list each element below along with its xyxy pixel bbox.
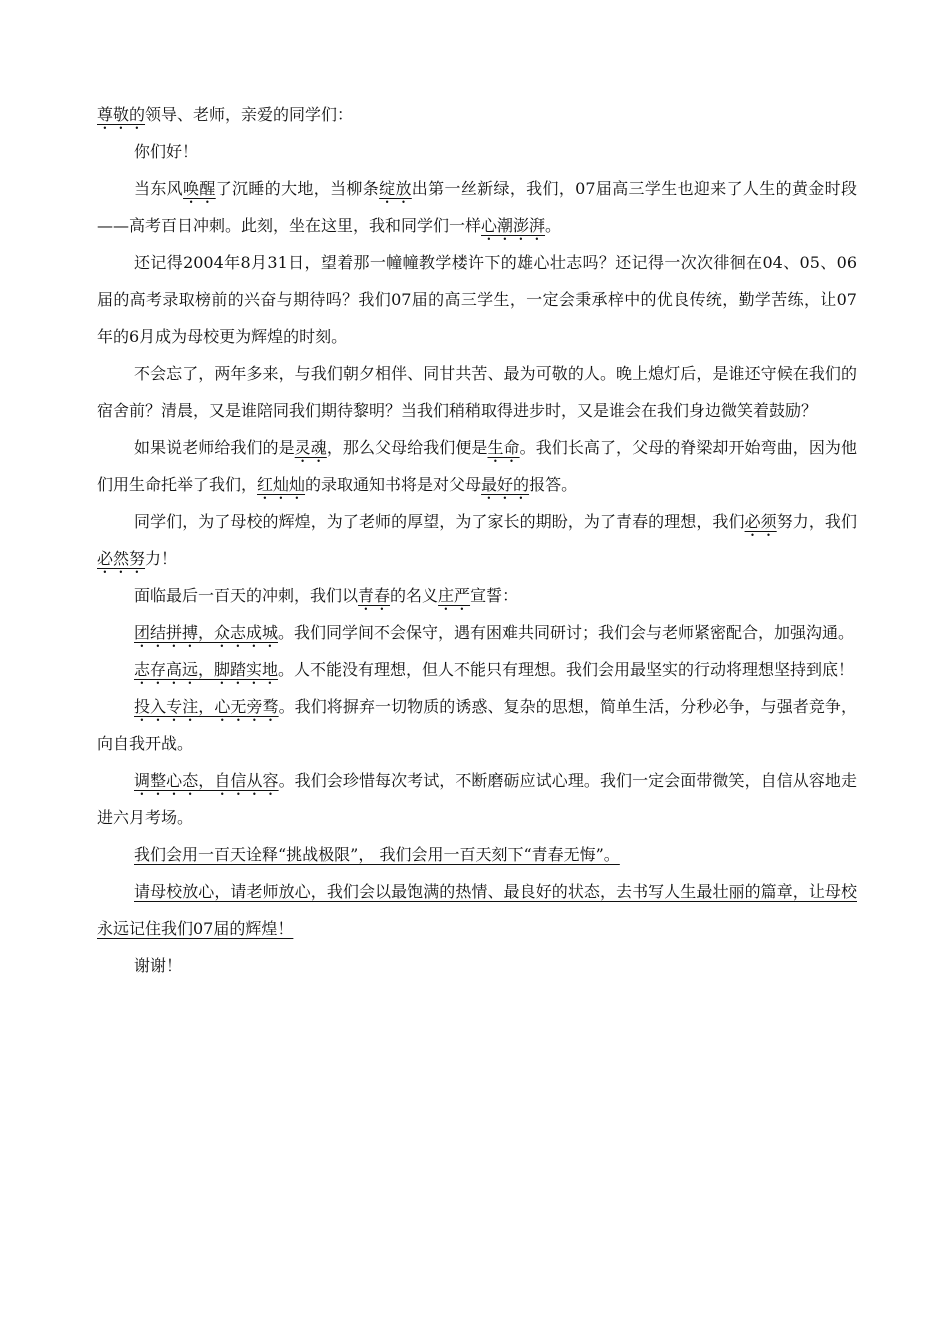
text-run: 。我们同学间不会保守，遇有困难共同研讨；我们会与老师紧密配合，加强沟通。 [278, 623, 855, 642]
emphasized-text: 青春 [358, 586, 391, 605]
text-run: 宣誓： [470, 586, 519, 605]
text-run: 力！ [145, 549, 178, 568]
emphasized-text: 志存高远，脚踏实地 [134, 660, 279, 679]
text-run: 。我们长高了，父母的脊梁却开始弯曲，因为他们用生命托举了我们， [97, 438, 857, 494]
text-run: 同学们，为了母校的辉煌，为了老师的厚望，为了家长的期盼，为了青春的理想，我们 [134, 512, 745, 531]
text-run: 你们好！ [134, 142, 199, 161]
text-run: 努力，我们 [776, 512, 857, 531]
paragraph [97, 170, 857, 244]
paragraph [97, 133, 857, 170]
paragraph [97, 577, 857, 614]
emphasized-text: 必须 [744, 512, 777, 531]
paragraph [97, 836, 857, 873]
emphasized-text: 灵魂 [294, 438, 327, 457]
text-run: 如果说老师给我们的是 [134, 438, 295, 457]
speech-document [97, 96, 857, 984]
emphasized-text: 尊敬的 [97, 105, 146, 124]
text-run: 领导、老师，亲爱的同学们： [145, 105, 354, 124]
emphasized-text: 必然努 [97, 549, 146, 568]
text-run: 不会忘了，两年多来，与我们朝夕相伴、同甘共苦、最为可敬的人。晚上熄灯后，是谁还守候在我们的宿舍前？清晨，又是谁陪同我们期待黎明？当我们稍稍取得进步时，又是谁会在我们身边微笑着鼓励？ [97, 364, 857, 420]
paragraph [97, 688, 857, 762]
paragraph [97, 503, 857, 577]
emphasized-text: 团结拼搏，众志成城 [134, 623, 279, 642]
text-run: ，那么父母给我们便是 [326, 438, 488, 457]
emphasized-text: 庄严 [438, 586, 471, 605]
text-run: 的名义 [390, 586, 439, 605]
text-run: 。人不能没有理想，但人不能只有理想。我们会用最坚实的行动将理想坚持到底！ [278, 660, 855, 679]
emphasized-text: 最好的 [481, 475, 530, 494]
emphasized-text: 心潮澎湃 [481, 216, 546, 235]
text-run: 了沉睡的大地，当柳条 [215, 179, 380, 198]
emphasized-text: 红灿灿 [257, 475, 306, 494]
paragraph [97, 651, 857, 688]
paragraph [97, 355, 857, 429]
emphasized-text: 投入专注，心无旁骛 [134, 697, 279, 716]
text-run: 。我们将摒弃一切物质的诱惑、复杂的思想，简单生活，分秒必争，与强者竞争，向自我开战。 [97, 697, 857, 753]
paragraph [97, 873, 857, 947]
paragraph [97, 244, 857, 355]
emphasized-text: 我们会用一百天诠释“挑战极限”， 我们会用一百天刻下“青春无悔”。 [134, 845, 620, 864]
paragraph [97, 429, 857, 503]
text-run: 报答。 [529, 475, 578, 494]
text-run: 还记得2004年8月31日，望着那一幢幢教学楼许下的雄心壮志吗？还记得一次次徘徊在04、05、06届的高考录取榜前的兴奋与期待吗？我们07届的高三学生，一定会秉承梓中的优良传统，勤学苦练，让07 年的6月成为母校更为辉煌的时刻。 [97, 253, 857, 346]
text-run: 谢谢！ [134, 956, 183, 975]
emphasized-text: 调整心态，自信从容 [134, 771, 279, 790]
paragraph [97, 947, 857, 984]
paragraph [97, 762, 857, 836]
text-run: 面临最后一百天的冲刺，我们以 [134, 586, 359, 605]
emphasized-text: 生命 [487, 438, 520, 457]
text-run: 出第一丝新绿，我们，07届高三学生也迎来了人生的黄金时段——高考百日冲刺。此刻，坐在这里，我和同学们一样 [97, 179, 857, 235]
emphasized-text: 请母校放心，请老师放心，我们会以最饱满的热情、最良好的状态，去书写人生最壮丽的篇章，让母校永远记住我们07届的辉煌！ [97, 882, 857, 938]
text-run: 当东风 [134, 179, 184, 198]
paragraph [97, 96, 857, 133]
text-run: 的录取通知书将是对父母 [305, 475, 482, 494]
emphasized-text: 唤醒 [183, 179, 216, 198]
paragraph [97, 614, 857, 651]
text-run: 。我们会珍惜每次考试，不断磨砺应试心理。我们一定会面带微笑，自信从容地走进六月考场。 [97, 771, 857, 827]
text-run: 。 [545, 216, 562, 235]
emphasized-text: 绽放 [379, 179, 412, 198]
